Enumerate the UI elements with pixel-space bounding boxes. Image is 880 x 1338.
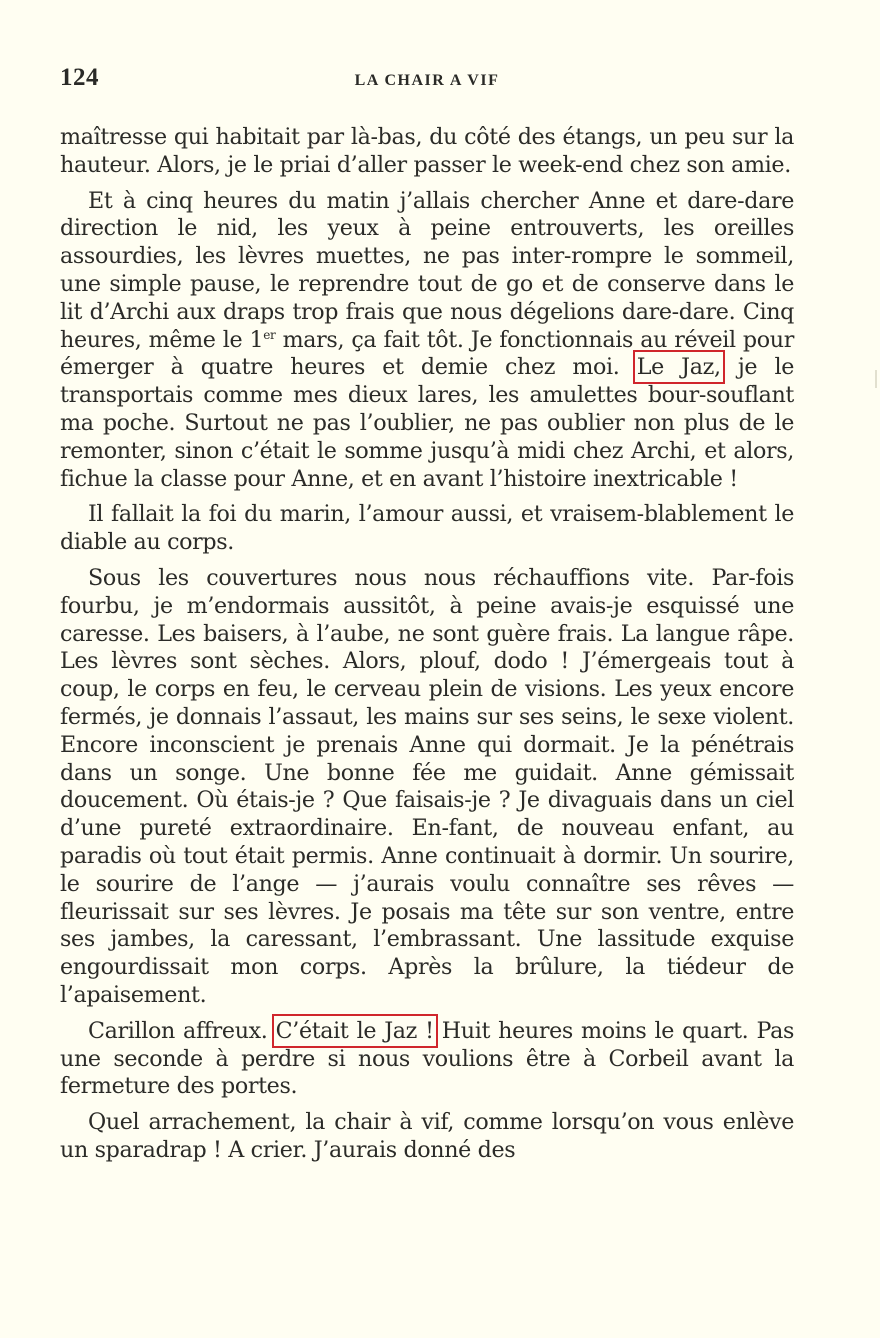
book-page <box>60 58 794 1163</box>
page-number: 124 <box>60 64 99 91</box>
paragraph-2 <box>60 188 794 494</box>
scan-artifact <box>875 370 877 388</box>
highlight-box-cetait-le-jaz: C’était le Jaz ! <box>275 1017 434 1044</box>
paragraph-2-text-b: mars, ça fait tôt. Je fonctionnais au réveil pour émerger à quatre heures et demie chez moi. <box>60 326 794 381</box>
ordinal-superscript: er <box>263 327 276 342</box>
highlight-box-le-jaz: Le Jaz, <box>636 354 721 381</box>
paragraph-4 <box>60 565 794 1010</box>
paragraph-2-text-c: je le transportais comme mes dieux lares, les amulettes bour-souflant ma poche. Surtout ne pas l’oublier, ne pas oublier non plus de le remonter, sinon c’était le somme jusqu’à midi chez Archi, et alors, fichue la classe pour Anne, et en avant l’histoire inextricable ! <box>60 354 794 492</box>
paragraph-6 <box>60 1109 794 1165</box>
paragraph-3 <box>60 501 794 557</box>
running-head <box>60 58 794 98</box>
paragraph-1 <box>60 124 794 180</box>
body-text <box>60 124 794 1173</box>
running-title: LA CHAIR A VIF <box>354 72 500 89</box>
paragraph-5 <box>60 1018 794 1101</box>
paragraph-3-text: Il fallait la foi du marin, l’amour aussi, et vraisem-blablement le diable au corps. <box>60 501 794 556</box>
paragraph-2-text-a: Et à cinq heures du matin j’allais chercher Anne et dare-dare direction le nid, les yeux à peine entrouverts, les oreilles assourdies, les lèvres muettes, ne pas inter-rompre le sommeil, une simple pause, le reprendre tout de go et de conserve dans le lit d’Archi aux draps trop frais que nous dégelions dare-dare. Cinq heures, même le 1 <box>60 187 794 353</box>
paragraph-4-text: Sous les couvertures nous nous réchauffions vite. Par-fois fourbu, je m’endormais aussitôt, à peine avais-je esquissé une caresse. Les baisers, à l’aube, ne sont guère frais. La langue râpe. Les lèvres sont sèches. Alors, plouf, dodo ! J’émergeais tout à coup, le corps en feu, le cerveau plein de visions. Les yeux encore fermés, je donnais l’assaut, les mains sur ses seins, le sexe violent. Encore inconscient je prenais Anne qui dormait. Je la pénétrais dans un songe. Une bonne fée me guidait. Anne gémissait doucement. Où étais-je ? Que faisais-je ? Je divaguais dans un ciel d’une pureté extraordinaire. En-fant, de nouveau enfant, au paradis où tout était permis. Anne continuait à dormir. Un sourire, le sourire de l’ange — j’aurais voulu connaître ses rêves — fleurissait sur ses lèvres. Je posais ma tête sur son ventre, entre ses jambes, la caressant, l’embrassant. Une lassitude exquise engourdissait mon corps. Après la brûlure, la tiédeur de l’apaisement. <box>60 564 794 1008</box>
paragraph-5-text-b: Huit heures moins le quart. Pas une seconde à perdre si nous voulions être à Corbeil avant la fermeture des portes. <box>60 1017 794 1100</box>
paragraph-1-text: maîtresse qui habitait par là-bas, du côté des étangs, un peu sur la hauteur. Alors, je le priai d’aller passer le week-end chez son amie. <box>60 124 794 178</box>
paragraph-5-text-a: Carillon affreux. <box>88 1017 276 1044</box>
paragraph-6-text: Quel arrachement, la chair à vif, comme lorsqu’on vous enlève un sparadrap ! A crier. J’aurais donné des <box>60 1109 794 1163</box>
